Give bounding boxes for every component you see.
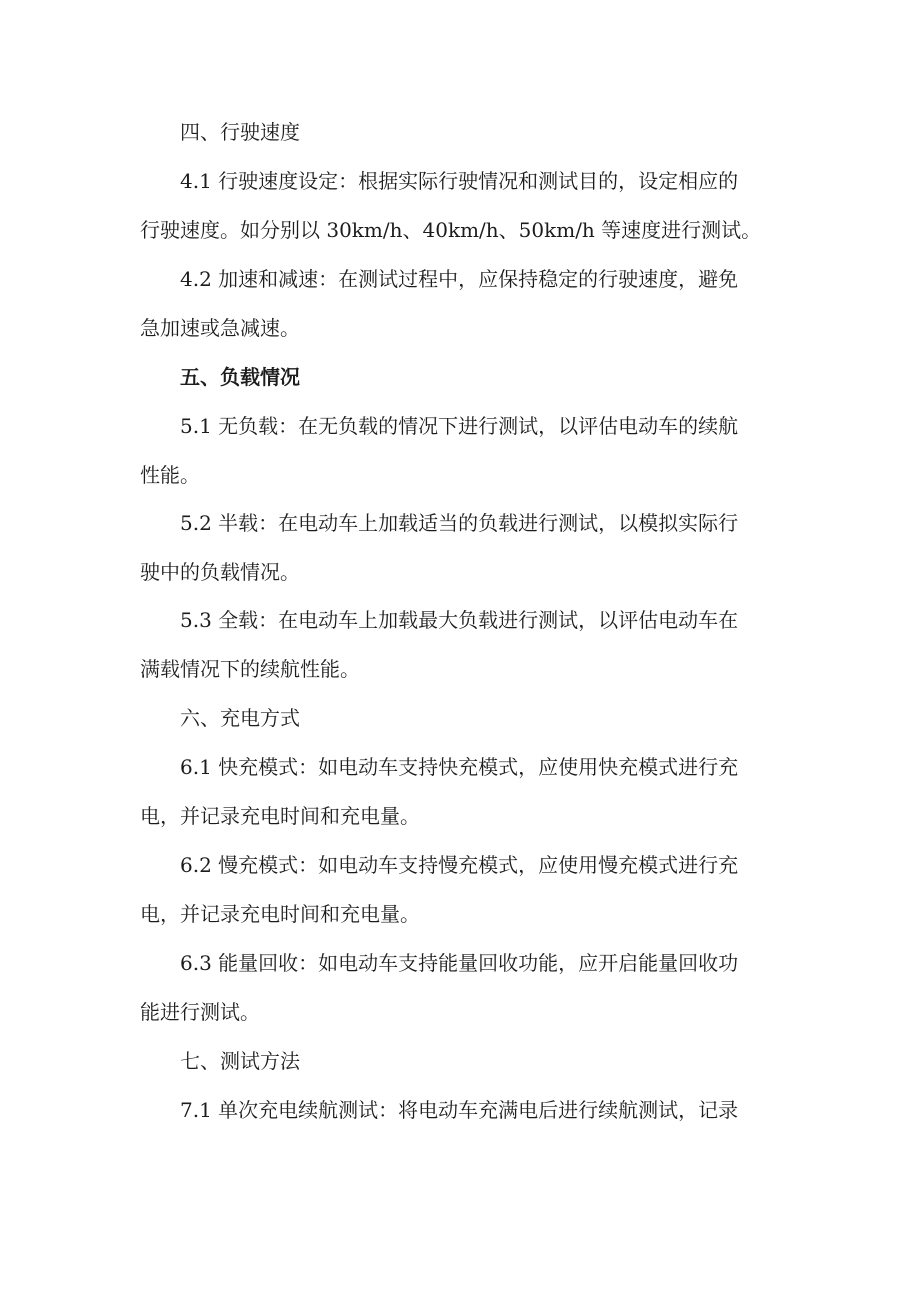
paragraph-4-2-line-1: 4.2 加速和减速：在测试过程中，应保持稳定的行驶速度，避免: [180, 267, 739, 291]
paragraph-4-2-line-2: 急加速或急减速。: [140, 316, 300, 340]
paragraph-5-3-line-2: 满载情况下的续航性能。: [140, 657, 360, 681]
paragraph-5-1-line-1: 5.1 无负载：在无负载的情况下进行测试，以评估电动车的续航: [180, 414, 739, 438]
paragraph-5-2-line-1: 5.2 半载：在电动车上加载适当的负载进行测试，以模拟实际行: [180, 511, 739, 535]
section-7-heading: 七、测试方法: [180, 1049, 300, 1073]
paragraph-6-1-line-2: 电，并记录充电时间和充电量。: [140, 804, 420, 828]
paragraph-6-3-line-1: 6.3 能量回收：如电动车支持能量回收功能，应开启能量回收功: [180, 951, 739, 975]
paragraph-6-2-line-1: 6.2 慢充模式：如电动车支持慢充模式，应使用慢充模式进行充: [180, 853, 739, 877]
paragraph-6-1-line-1: 6.1 快充模式：如电动车支持快充模式，应使用快充模式进行充: [180, 755, 739, 779]
section-4-heading: 四、行驶速度: [180, 120, 300, 144]
paragraph-4-1-line-1: 4.1 行驶速度设定：根据实际行驶情况和测试目的，设定相应的: [180, 169, 739, 193]
paragraph-6-2-line-2: 电，并记录充电时间和充电量。: [140, 902, 420, 926]
paragraph-7-1-line-1: 7.1 单次充电续航测试：将电动车充满电后进行续航测试，记录: [180, 1098, 739, 1122]
paragraph-6-3-line-2: 能进行测试。: [140, 1000, 260, 1024]
paragraph-5-1-line-2: 性能。: [140, 463, 200, 487]
paragraph-5-2-line-2: 驶中的负载情况。: [140, 560, 300, 584]
paragraph-4-1-line-2: 行驶速度。如分别以 30km/h、40km/h、50km/h 等速度进行测试。: [140, 218, 762, 242]
paragraph-5-3-line-1: 5.3 全载：在电动车上加载最大负载进行测试，以评估电动车在: [180, 608, 739, 632]
section-6-heading: 六、充电方式: [180, 706, 300, 730]
section-5-heading: 五、负载情况: [180, 365, 300, 389]
